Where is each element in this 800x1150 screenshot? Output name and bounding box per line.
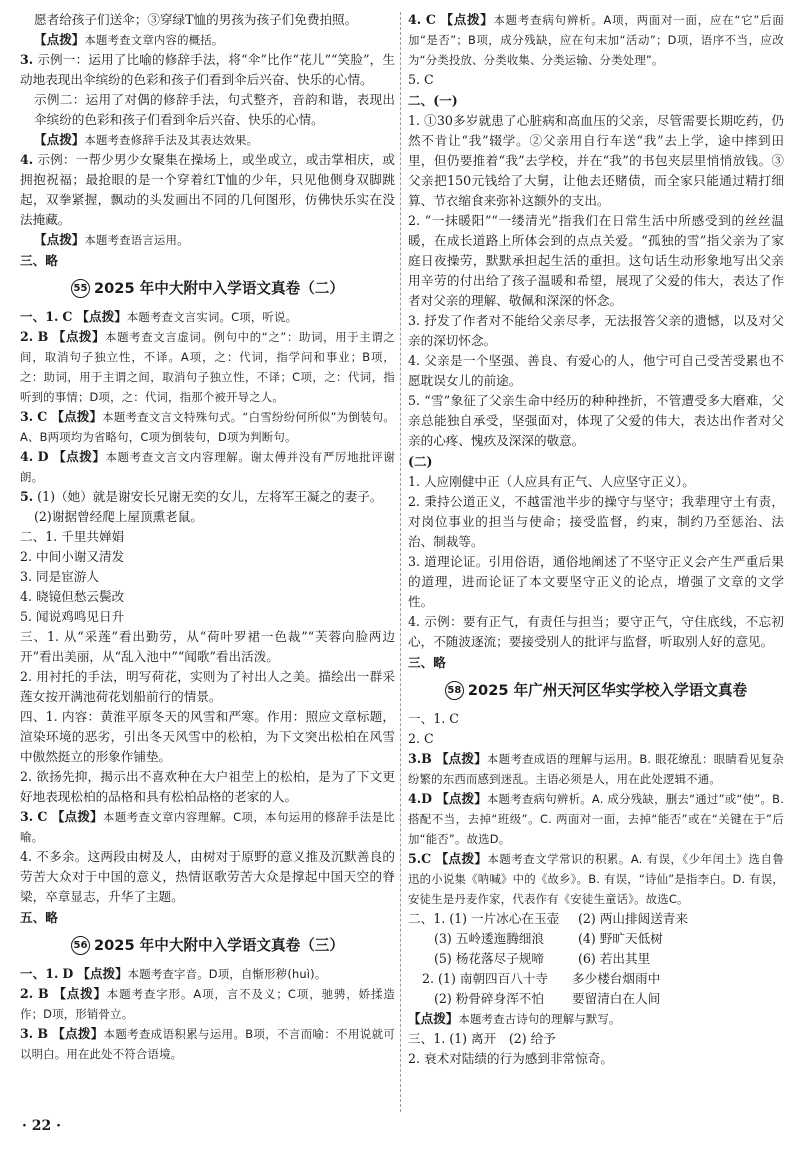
- answer-item: 5. 闻说鸡鸣见日升: [20, 609, 125, 624]
- answer-item: 1. ①30多岁就患了心脏病和高血压的父亲，尽管需要长期吃药，仍然不肯让“我”辍学。②父亲用自行车送“我”去上学，途中摔到田里，但仍要推着“我”去学校，并在“我”的书包夹层里悄悄放钱。③父亲把150元钱给了大舅，让他去还赌债，而全家只能通过精打细算、节衣缩食来弥补这额外的支出。: [408, 113, 784, 208]
- answer-item: 4.D 【点拨】本题考查病句辨析。A. 成分残缺，删去“通过”或“使”。B. 搭配不当，去掉“班级”。C. 两面对一面，去掉“能否”或在“关键在于”后加“能否”。故选D。: [408, 791, 784, 846]
- answer-item: 2. B 【点拨】本题考查文言虚词。例句中的“之”：助词，用于主谓之间，取消句子独立性，不译。A项，之：代词，指学问和事业；B项，之：助词，用于主谓之间，取消句子独立性，不译；C项，之：代词，指听到的事情；D项，之：代词，指那个被开导之人。: [20, 329, 395, 404]
- poem-answer-row: 2. (1) 南朝四百八十寺 多少楼台烟雨中: [422, 971, 661, 986]
- answer-item: 3. C 【点拨】本题考查文言文特殊句式。“白雪纷纷何所似”为倒装句。A、B两项均为省略句，C项为倒装句，D项为判断句。: [20, 409, 395, 444]
- answer-item: 2. 欲扬先抑，揭示出不喜欢种在大户祖茔上的松柏，是为了下文更好地表现松柏的品格和具有松柏品格的老家的人。: [20, 769, 395, 804]
- tip-line: 【点拨】本题考查文章内容的概括。: [34, 32, 224, 47]
- answer-item: 5. C: [408, 72, 434, 87]
- poem-answer-row: (2) 粉骨碎身浑不怕 要留清白在人间: [434, 991, 661, 1006]
- answer-item: 4. 示例：要有正气，有责任与担当；要守正气，守住底线，不忘初心，不随波逐流；要接受别人的批评与监督，听取别人好的意见。: [408, 614, 784, 649]
- answer-item: 3. 道理论证。引用俗语，通俗地阐述了不坚守正义会产生严重后果的道理，进而论证了本文要坚守正义的论点，增强了文章的文学性。: [408, 554, 784, 609]
- answer-text: (2)谢据曾经爬上屋顶熏老鼠。: [34, 509, 203, 524]
- tip-line: 【点拨】本题考查语言运用。: [34, 232, 189, 247]
- answer-item: 4. 父亲是一个坚强、善良、有爱心的人，他宁可自己受苦受累也不愿耽误女儿的前途。: [408, 353, 784, 388]
- exam-title: 56 2025 年中大附中入学语文真卷（三）: [20, 934, 395, 958]
- section-label: (二): [408, 454, 433, 469]
- answer-item: 3. C 【点拨】本题考查文章内容理解。C项，本句运用的修辞手法是比喻。: [20, 809, 395, 844]
- answer-item: 2. B 【点拨】本题考查字形。A项，言不及义；C项，驰骋，娇揉造作；D项，形销骨立。: [20, 986, 395, 1021]
- answer-item: 3. 抒发了作者对不能给父亲尽孝，无法报答父亲的遗憾，以及对父亲的深切怀念。: [408, 313, 784, 348]
- answer-item: 三、1. (1) 离开 (2) 给予: [408, 1031, 556, 1046]
- answer-item: 3. 同是宦游人: [20, 569, 99, 584]
- answer-text: 示例二：运用了对偶的修辞手法，句式整齐，音韵和谐，表现出伞缤纷的色彩和孩子们看到伞后兴奋、快乐的心情。: [34, 92, 395, 127]
- answer-item: 3.B 【点拨】本题考查成语的理解与运用。B. 眼花缭乱：眼睛看见复杂纷繁的东西而感到迷乱。主语必须是人，用在此处逻辑不通。: [408, 751, 784, 786]
- answer-item: 4. 示例：一帮少男少女聚集在操场上，或坐或立，或击掌相庆，或拥抱祝福；最抢眼的是一个穿着红T恤的少年，只见他侧身双脚跳起，双拳紧握，飘动的头发画出不同的几何图形，仿佛快乐实在没法掩藏。: [20, 152, 395, 227]
- poem-answer-row: 二、1. (1) 一片冰心在玉壶 (2) 两山排闼送青来: [408, 911, 688, 926]
- answer-item: 5. “雪”象征了父亲生命中经历的种种挫折，不管遭受多大磨难，父亲总能独自承受，坚强面对，体现了父爱的伟大，表达出作者对父亲的心疼、愧疚及深深的敬意。: [408, 393, 784, 448]
- section-label: 二、(一): [408, 93, 458, 108]
- tip-line: 【点拨】本题考查修辞手法及其表达效果。: [34, 132, 259, 147]
- poem-answer-row: (3) 五岭逶迤腾细浪 (4) 野旷天低树: [434, 931, 663, 946]
- answer-item: 5.C 【点拨】本题考查文学常识的积累。A. 有误，《少年闰土》选自鲁迅的小说集《呐喊》中的《故乡》。B. 有误，“诗仙”是指李白。D. 有误，安徒生是丹麦作家，代表作有《安徒生童话》。故选C。: [408, 851, 784, 906]
- answer-item: 5. (1)（她）就是谢安长兄谢无奕的女儿，左将军王凝之的妻子。: [20, 489, 383, 504]
- answer-item: 2. “一抹暖阳”“一缕清光”指我们在日常生活中所感受到的丝丝温暖，在成长道路上所体会到的点点关爱。“孤独的雪”指父亲为了家庭日夜操劳，默默承担起生活的重担。这句话生动形象地写出父亲用辛劳的付出给了孩子温暖和希望，展现了父爱的伟大，表达了作者对父亲的理解、敬佩和深深的怀念。: [408, 213, 784, 308]
- answer-item: 4. C 【点拨】本题考查病句辨析。A项，两面对一面，应在“它”后面加“是否”；B项，成分残缺，应在句末加“活动”；D项，语序不当，应改为“分类投放、分类收集、分类运输、分类处理”。: [408, 12, 784, 67]
- answer-item: 2. 用衬托的手法，明写荷花，实则为了衬出人之美。描绘出一群采莲女按开满池荷花划船前行的情景。: [20, 669, 395, 704]
- section-label: 三、略: [20, 253, 58, 268]
- exam-title: 58 2025 年广州天河区华实学校入学语文真卷: [408, 679, 784, 703]
- answer-text: 愿者给孩子们送伞；③穿绿T恤的男孩为孩子们免费拍照。: [34, 12, 358, 27]
- answer-item: 1. 人应刚健中正（人应具有正气、人应坚守正义）。: [408, 474, 695, 489]
- left-column: [20, 10, 395, 1110]
- answer-item: 2. 秉持公道正义，不越雷池半步的操守与坚守；我辈理守土有责，对岗位事业的担当与使命；接受监督，约束，制约乃至惩治、法治、制裁等。: [408, 494, 784, 549]
- answer-item: 一、1. C 【点拨】本题考查文言实词。C项，听说。: [20, 309, 298, 324]
- column-divider: [400, 12, 401, 1112]
- right-column: [408, 10, 784, 1110]
- exam-number-badge: 55: [71, 279, 90, 298]
- answer-item: 3. 示例一：运用了比喻的修辞手法，将“伞”比作“花儿”“笑脸”，生动地表现出伞缤纷的色彩和孩子们看到伞后兴奋、快乐的心情。: [20, 52, 395, 87]
- answer-item: 二、1. 千里共婵娟: [20, 529, 125, 544]
- poem-answer-row: (5) 杨花落尽子规啼 (6) 若出其里: [434, 951, 651, 966]
- answer-item: 2. C: [408, 731, 434, 746]
- page-number: · 22 ·: [22, 1118, 61, 1134]
- tip-line: 【点拨】本题考查古诗句的理解与默写。: [408, 1011, 621, 1026]
- answer-item: 4. 不多余。这两段由树及人，由树对于原野的意义推及沉默善良的劳苦大众对于中国的意义，热情讴歌劳苦大众是撑起中国天空的脊梁，卒章显志，升华了主题。: [20, 849, 395, 904]
- exam-number-badge: 58: [445, 681, 464, 700]
- answer-item: 四、1. 内容：黄淮平原冬天的风雪和严寒。作用：照应文章标题，渲染环境的恶劣，引出冬天风雪中的松柏，为下文突出松柏在风雪中傲然挺立的形象作铺垫。: [20, 709, 395, 764]
- exam-number-badge: 56: [71, 936, 90, 955]
- section-label: 五、略: [20, 910, 58, 925]
- answer-item: 2. 中间小谢又清发: [20, 549, 125, 564]
- answer-item: 一、1. C: [408, 711, 459, 726]
- answer-item: 3. B 【点拨】本题考查成语积累与运用。B项，不言而喻：不用说就可以明白。用在此处不符合语境。: [20, 1026, 395, 1061]
- answer-item: 4. D 【点拨】本题考查文言文内容理解。谢太傅并没有严厉地批评谢朗。: [20, 449, 395, 484]
- section-label: 三、略: [408, 655, 446, 670]
- answer-item: 4. 晓镜但愁云鬓改: [20, 589, 125, 604]
- answer-item: 三、1. 从“采莲”看出勤劳，从“荷叶罗裙一色裁”“芙蓉向脸两边开”看出美丽，从“乱入池中”“闻歌”看出活泼。: [20, 629, 395, 664]
- answer-item: 2. 衰术对陆绩的行为感到非常惊奇。: [408, 1051, 613, 1066]
- answer-item: 一、1. D 【点拨】本题考查字音。D项，自惭形秽(huì)。: [20, 966, 327, 981]
- exam-title: 55 2025 年中大附中入学语文真卷（二）: [20, 277, 395, 301]
